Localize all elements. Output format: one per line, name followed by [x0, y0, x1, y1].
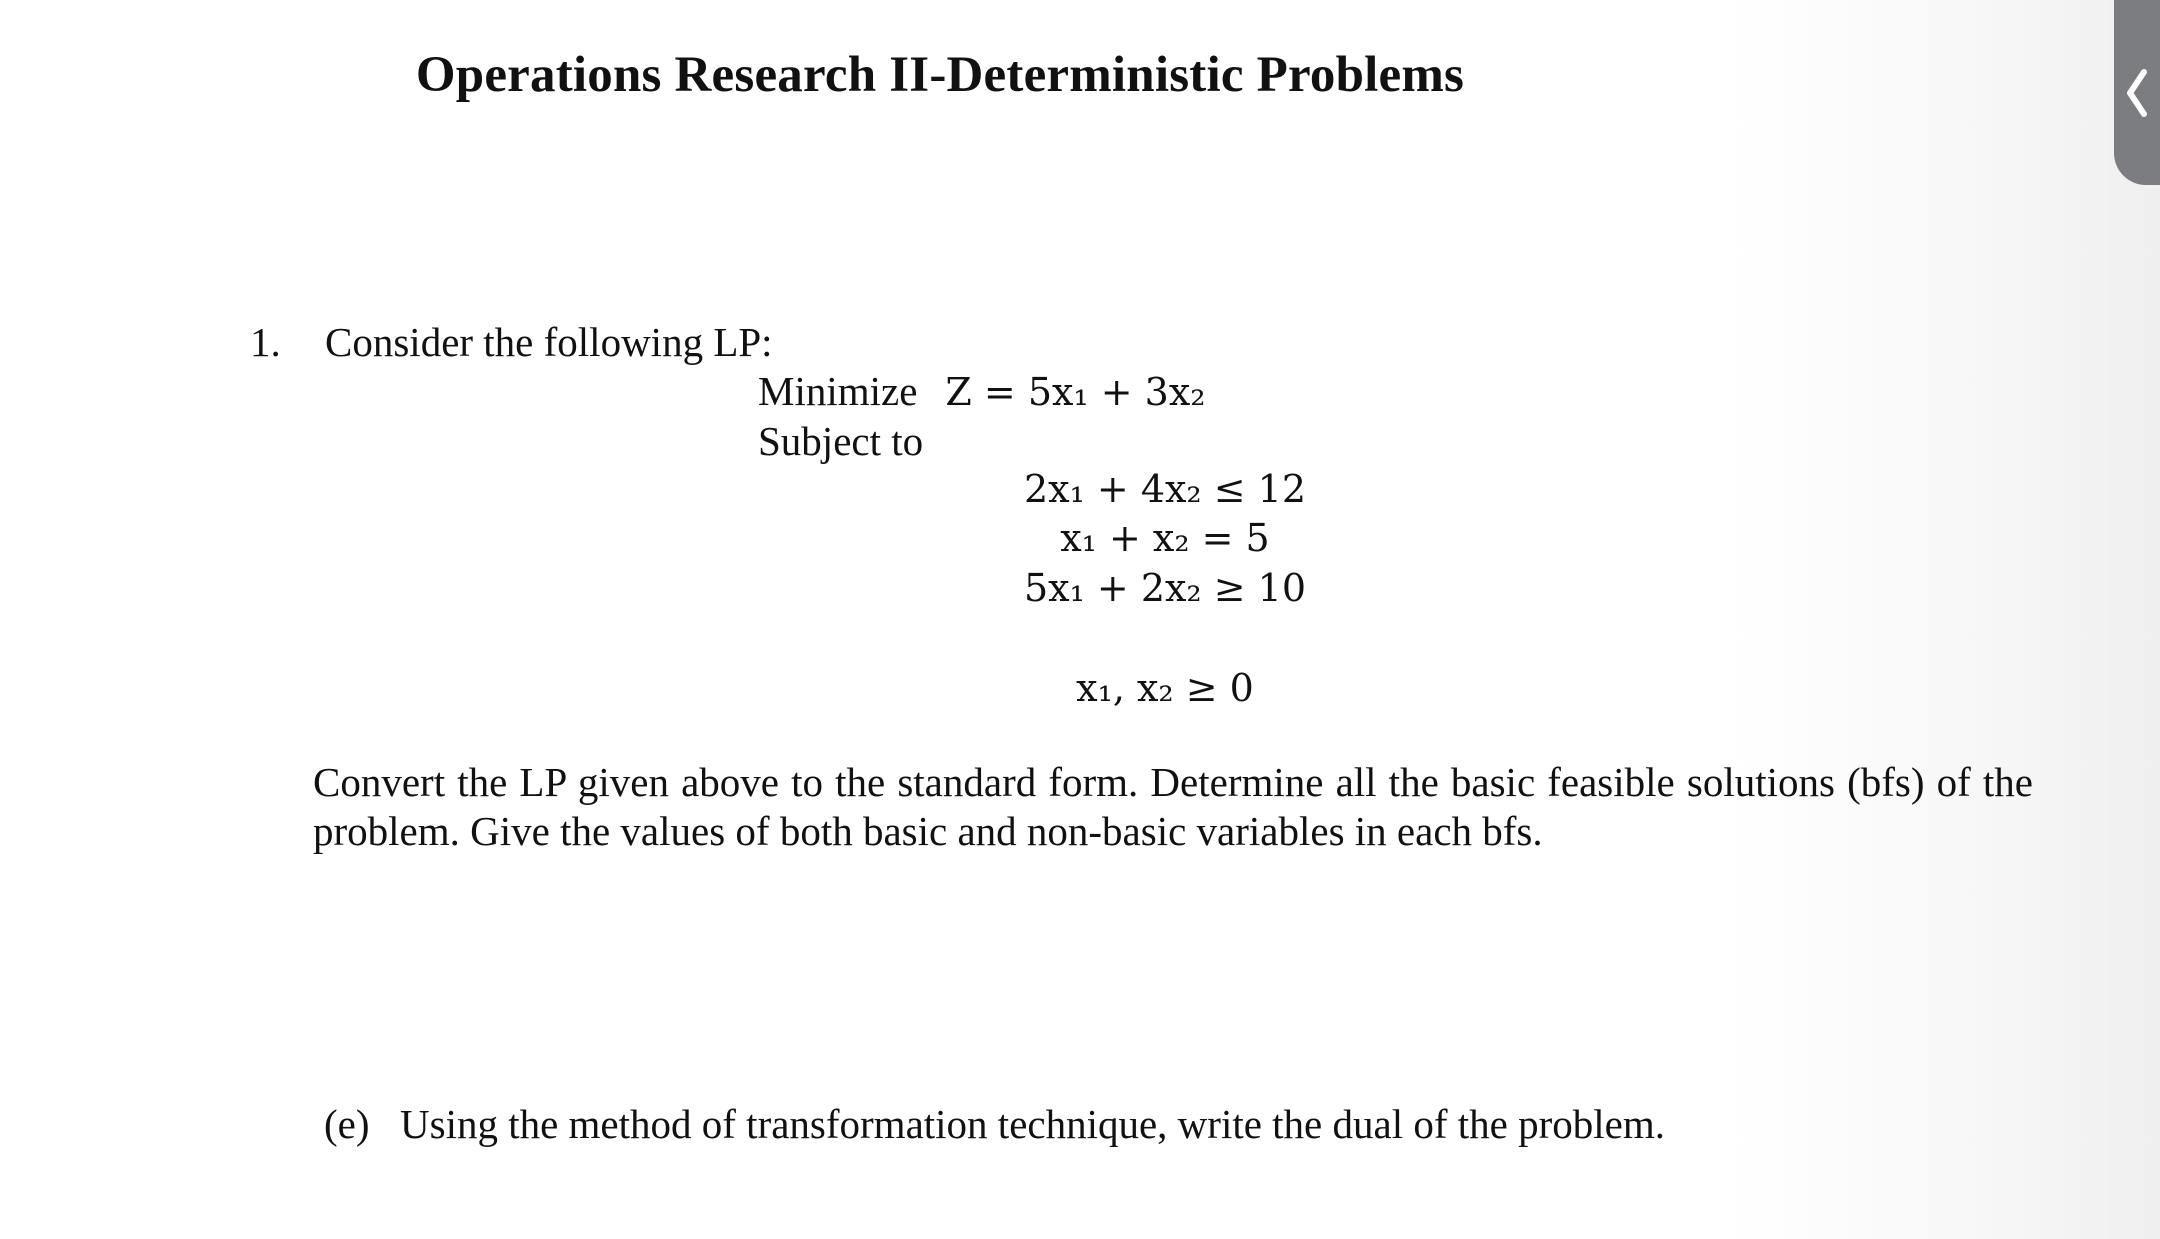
nonnegativity-constraint: x₁, x₂ ≥ 0 [1076, 666, 1254, 710]
objective-row [758, 367, 1206, 415]
constraint-2: x₁ + x₂ = 5 [1060, 516, 1270, 560]
question-number: 1. [250, 319, 281, 365]
constraint-1: 2x₁ + 4x₂ ≤ 12 [1023, 467, 1307, 511]
part-e-label: (e) [324, 1101, 370, 1147]
question-instructions: Convert the LP given above to the standard form. Determine all the basic feasible solutions (bfs) of the problem. Give the values of both basic and non-basic variables in each bfs. [313, 759, 2033, 854]
side-panel-toggle[interactable] [2114, 0, 2160, 185]
chevron-left-icon [2124, 68, 2150, 118]
objective-keyword: Minimize [758, 368, 918, 414]
constraint-3: 5x₁ + 2x₂ ≥ 10 [1023, 566, 1307, 610]
part-e-text: Using the method of transformation technique, write the dual of the problem. [400, 1101, 1665, 1147]
page-title: Operations Research II-Deterministic Problems [415, 47, 1465, 103]
objective-expression: Z = 5x₁ + 3x₂ [945, 370, 1206, 414]
question-intro: Consider the following LP: [325, 319, 773, 365]
subject-to-label: Subject to [758, 418, 924, 464]
